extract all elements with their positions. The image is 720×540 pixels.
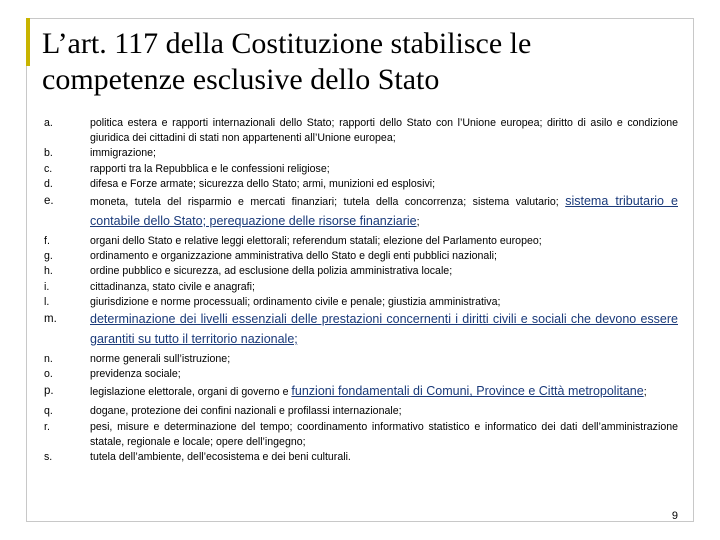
- list-item: [44, 234, 678, 249]
- item-label: g.: [44, 250, 53, 263]
- item-text: politica estera e rapporti internazionali dello Stato; rapporti dello Stato con l’Unione europea; diritto di asilo e condizione giuridica dei cittadini di stati non appartenenti all’Unione europea;: [90, 117, 678, 145]
- list-item: [44, 264, 678, 279]
- item-text: cittadinanza, stato civile e anagrafi;: [90, 280, 255, 293]
- accent-bar: [26, 18, 30, 66]
- item-label: f.: [44, 235, 50, 248]
- item-label: c.: [44, 162, 53, 175]
- item-label: l.: [44, 295, 50, 308]
- item-label: o.: [44, 368, 53, 381]
- list-item: [44, 162, 678, 177]
- item-plain-text: legislazione elettorale, organi di governo e: [90, 386, 289, 399]
- item-text: ordine pubblico e sicurezza, ad esclusione della polizia amministrativa locale;: [90, 265, 453, 278]
- list-item: [44, 280, 678, 295]
- list-item: [44, 352, 678, 367]
- item-after-text: ;: [416, 216, 420, 229]
- item-plain-text: moneta, tutela del risparmio e mercati finanziari; tutela della concorrenza; sistema valutario;: [90, 196, 559, 209]
- list-item: [44, 249, 678, 264]
- item-text: previdenza sociale;: [90, 368, 181, 381]
- item-text: [90, 310, 678, 350]
- item-text: [90, 382, 678, 402]
- list-item: [44, 295, 678, 310]
- item-label: q.: [44, 405, 53, 418]
- list-item: [44, 192, 678, 232]
- item-label: h.: [44, 265, 53, 278]
- item-text: [90, 192, 678, 232]
- list-item: [44, 420, 678, 450]
- item-text: norme generali sull’istruzione;: [90, 353, 231, 366]
- list-item: [44, 450, 678, 465]
- item-text: giurisdizione e norme processuali; ordinamento civile e penale; giustizia amministrativa;: [90, 295, 501, 308]
- list-item: [44, 177, 678, 192]
- page-number: 9: [671, 510, 678, 522]
- item-label: n.: [44, 353, 53, 366]
- item-underlined-text: sistema tributario e contabile dello Stato; perequazione delle risorse finanziarie: [90, 194, 678, 229]
- item-text: difesa e Forze armate; sicurezza dello Stato; armi, munizioni ed esplosivi;: [90, 177, 436, 190]
- competences-list: [44, 116, 678, 465]
- item-label: a.: [44, 117, 53, 129]
- item-label: e.: [44, 195, 54, 208]
- list-item: [44, 310, 678, 350]
- slide-title: L’art. 117 della Costituzione stabilisce le competenze esclusive dello Stato: [42, 27, 532, 96]
- item-text: tutela dell’ambiente, dell’ecosistema e dei beni culturali.: [90, 451, 351, 464]
- item-label: d.: [44, 177, 53, 190]
- item-underlined-text: funzioni fondamentali di Comuni, Province e Città metropolitane: [291, 384, 644, 399]
- item-text: immigrazione;: [90, 147, 156, 160]
- item-label: s.: [44, 451, 53, 464]
- item-text: rapporti tra la Repubblica e le confessioni religiose;: [90, 162, 330, 175]
- list-item: [44, 382, 678, 402]
- item-text: dogane, protezione dei confini nazionali e profilassi internazionale;: [90, 405, 402, 418]
- item-label: p.: [44, 385, 54, 398]
- item-after-text: ;: [643, 386, 647, 399]
- item-underlined-text: determinazione dei livelli essenziali delle prestazioni concernenti i diritti civili e sociali che devono essere garantiti su tutto il territorio nazionale;: [90, 312, 678, 347]
- item-label: r.: [44, 420, 50, 433]
- list-item: [44, 116, 678, 146]
- item-text: ordinamento e organizzazione amministrativa dello Stato e degli enti pubblici nazionali;: [90, 250, 497, 263]
- list-item: [44, 367, 678, 382]
- list-item: [44, 146, 678, 161]
- item-text: pesi, misure e determinazione del tempo; coordinamento informativo statistico e informatico dei dati dell’amministrazione statale, regionale e locale; opere dell’ingegno;: [90, 420, 678, 448]
- item-label: i.: [44, 280, 50, 293]
- item-label: m.: [44, 313, 57, 326]
- item-text: organi dello Stato e relative leggi elettorali; referendum statali; elezione del Parlamento europeo;: [90, 235, 542, 248]
- item-label: b.: [44, 147, 53, 160]
- list-item: [44, 404, 678, 419]
